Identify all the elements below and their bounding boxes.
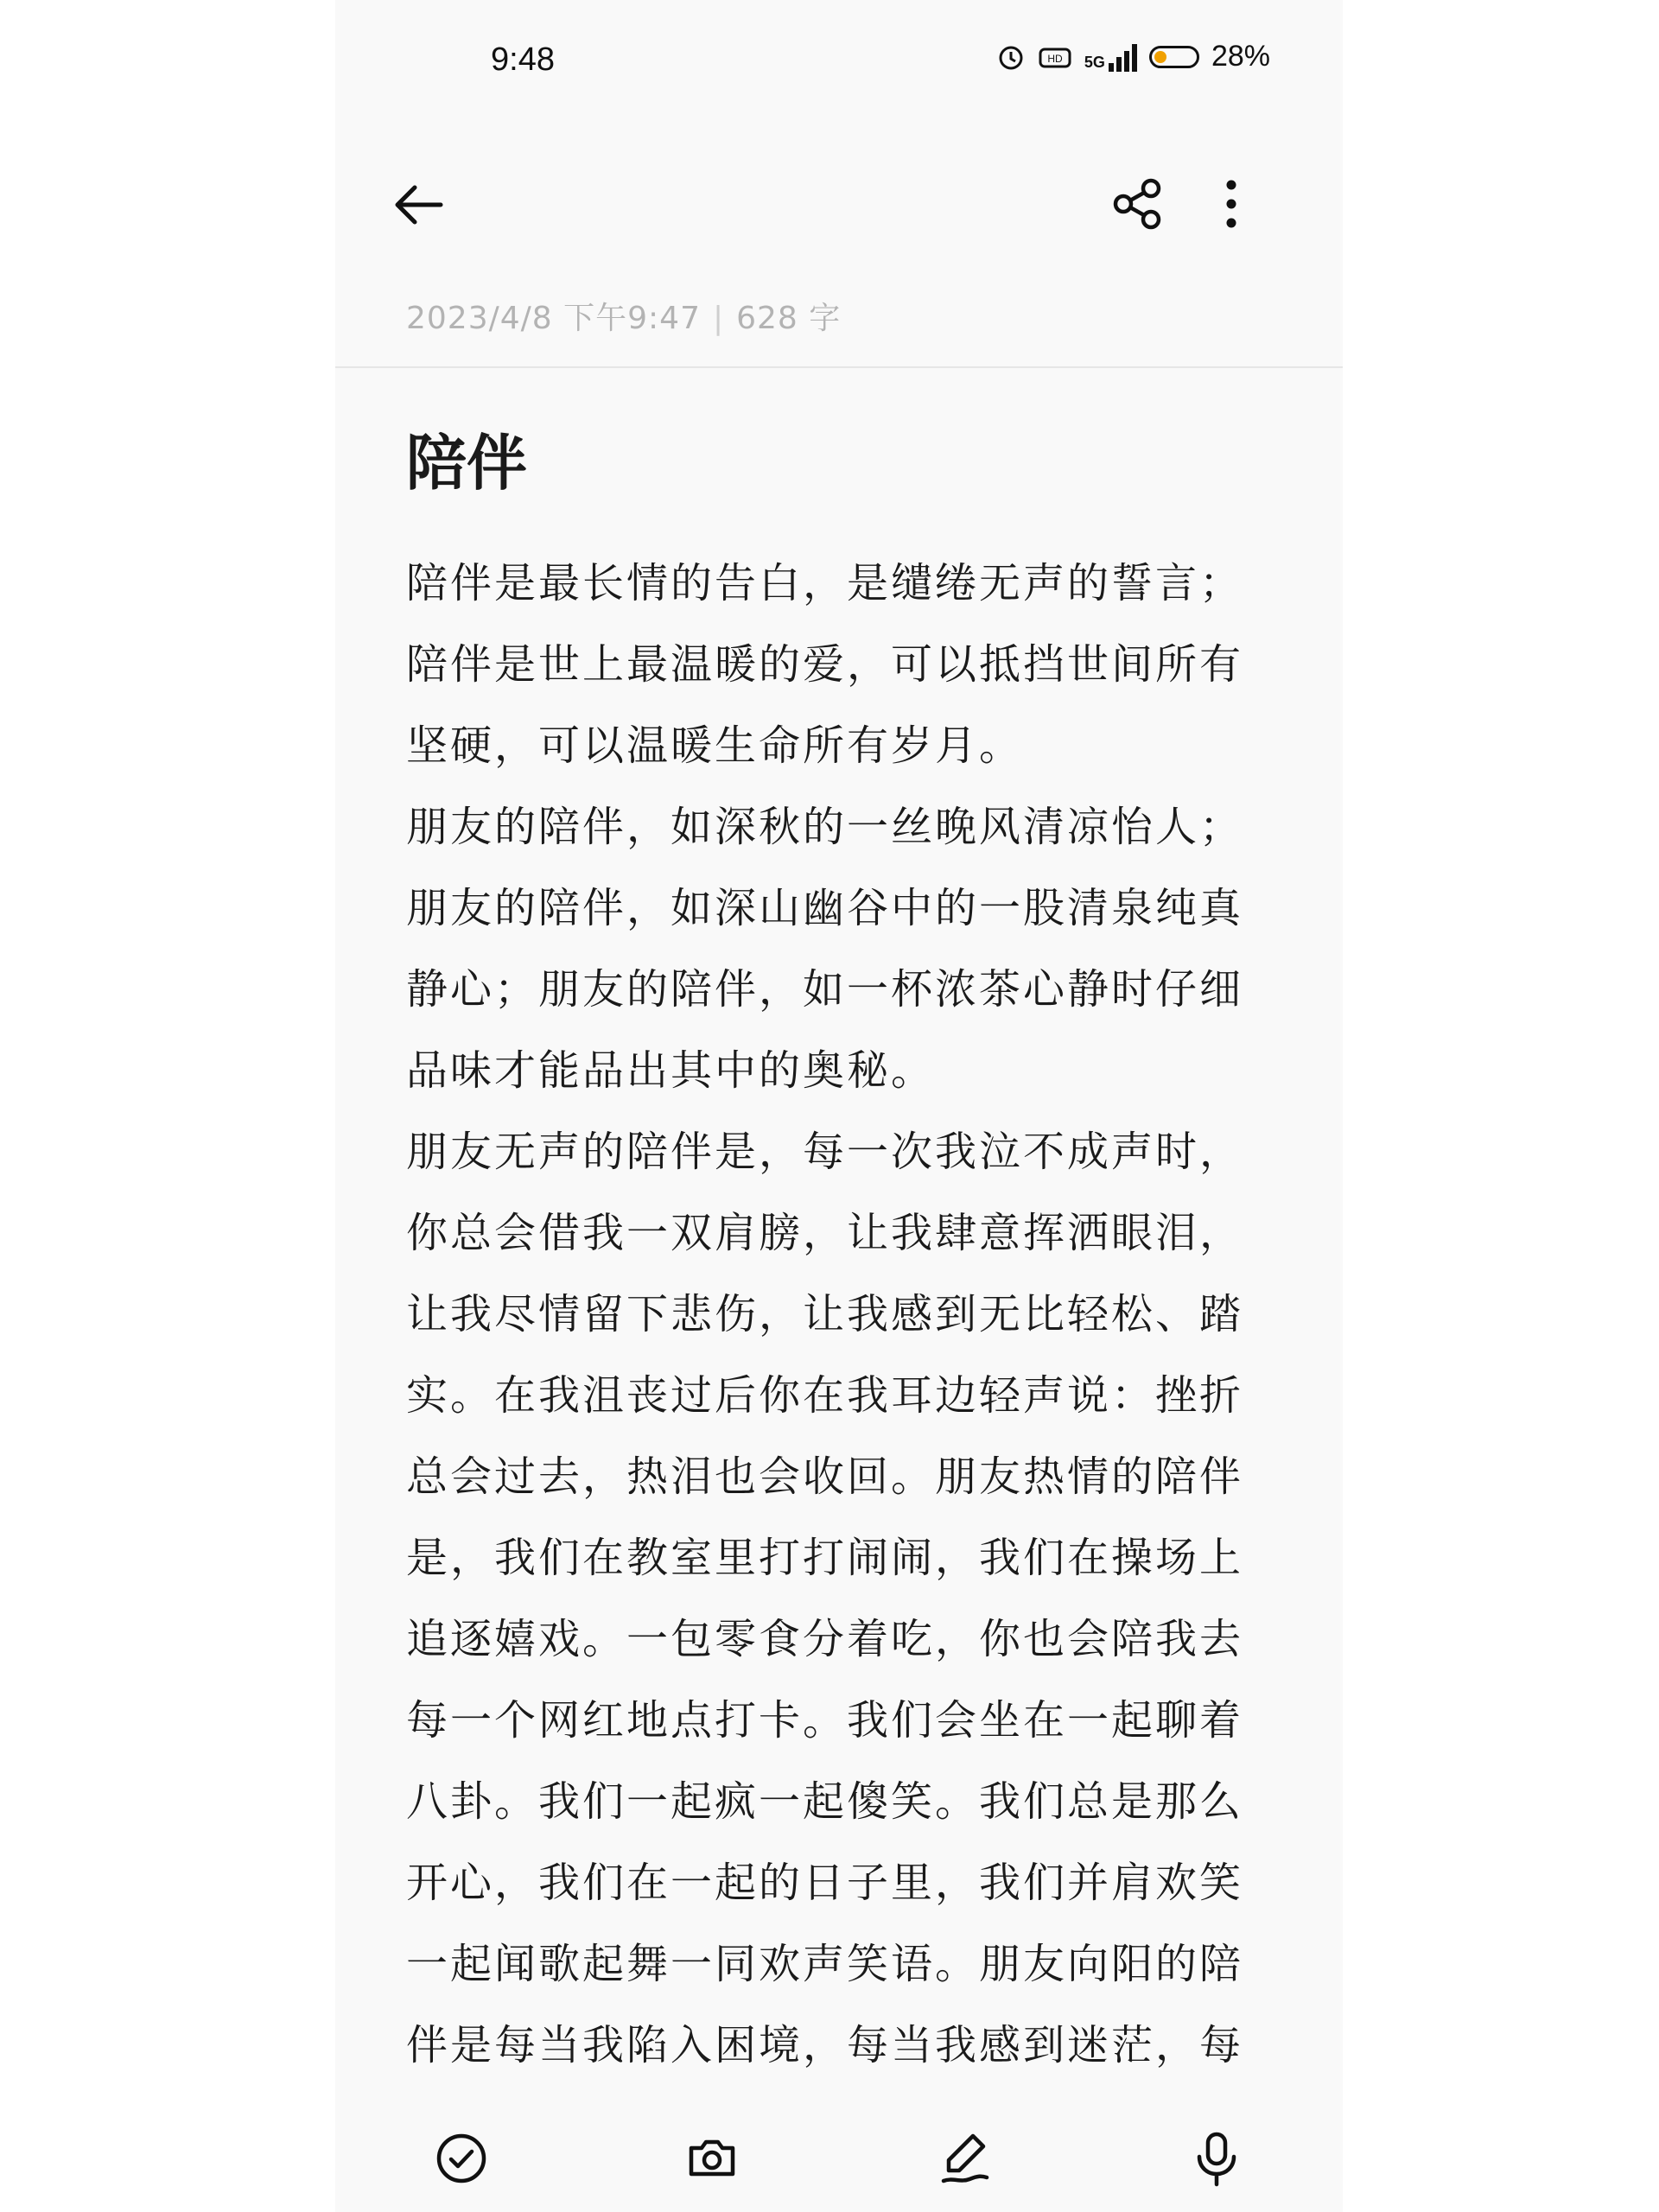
note-paragraph: 陪伴是最长情的告白，是缱绻无声的誓言；陪伴是世上最温暖的爱，可以抵挡世间所有坚硬，可以温暖生命所有岁月。 (406, 559, 1244, 770)
checklist-icon (430, 2127, 493, 2190)
checklist-button[interactable] (430, 2127, 493, 2190)
share-icon (1104, 171, 1170, 237)
svg-text:HD: HD (1047, 52, 1063, 65)
microphone-icon (1185, 2127, 1248, 2190)
note-word-count: 628 字 (736, 301, 842, 336)
5g-signal-icon (1084, 42, 1137, 72)
handwriting-icon (933, 2127, 995, 2190)
note-body[interactable] (406, 543, 1270, 2098)
note-date: 2023/4/8 下午9:47 (406, 301, 701, 336)
note-toolbar (335, 156, 1343, 251)
header-divider (335, 366, 1343, 368)
back-button[interactable] (387, 173, 451, 237)
notes-app-screen (335, 0, 1343, 2212)
status-bar (335, 0, 1343, 130)
back-arrow-icon (387, 173, 451, 237)
meta-separator: | (712, 301, 725, 336)
alarm-icon (996, 42, 1026, 72)
battery-percent: 28% (1211, 40, 1270, 73)
bottom-toolbar (335, 2100, 1343, 2212)
share-button[interactable] (1104, 171, 1170, 237)
note-meta (406, 294, 841, 338)
hd-icon (1038, 42, 1072, 72)
status-time: 9:48 (491, 41, 555, 78)
more-vertical-icon (1210, 171, 1253, 237)
more-options-button[interactable] (1210, 171, 1253, 237)
note-title[interactable]: 陪伴 (406, 427, 527, 499)
handwriting-button[interactable] (933, 2127, 995, 2190)
voice-input-button[interactable] (1185, 2127, 1248, 2190)
network-label: 5G (1084, 53, 1105, 71)
camera-icon (681, 2127, 743, 2190)
battery-icon (1149, 46, 1199, 68)
note-paragraph: 朋友的陪伴，如深秋的一丝晚风清凉怡人；朋友的陪伴，如深山幽谷中的一股清泉纯真静心；朋友的陪伴，如一杯浓茶心静时仔细品味才能品出其中的奥秘。 (406, 803, 1244, 1095)
note-paragraph: 朋友无声的陪伴是，每一次我泣不成声时，你总会借我一双肩膀，让我肆意挥洒眼泪，让我尽情留下悲伤，让我感到无比轻松、踏实。在我沮丧过后你在我耳边轻声说：挫折总会过去，热泪也会收回。朋友热情的陪伴是，我们在教室里打打闹闹，我们在操场上追逐嬉戏。一包零食分着吃，你也会陪我去每一个网红地点打卡。我们会坐在一起聊着八卦。我们一起疯一起傻笑。我们总是那么开心，我们在一起的日子里，我们并肩欢笑一起闻歌起舞一同欢声笑语。朋友向阳的陪伴是每当我陷入困境，每当我感到迷茫，每 (406, 1128, 1244, 2069)
status-icons (996, 40, 1270, 73)
camera-button[interactable] (681, 2127, 743, 2190)
